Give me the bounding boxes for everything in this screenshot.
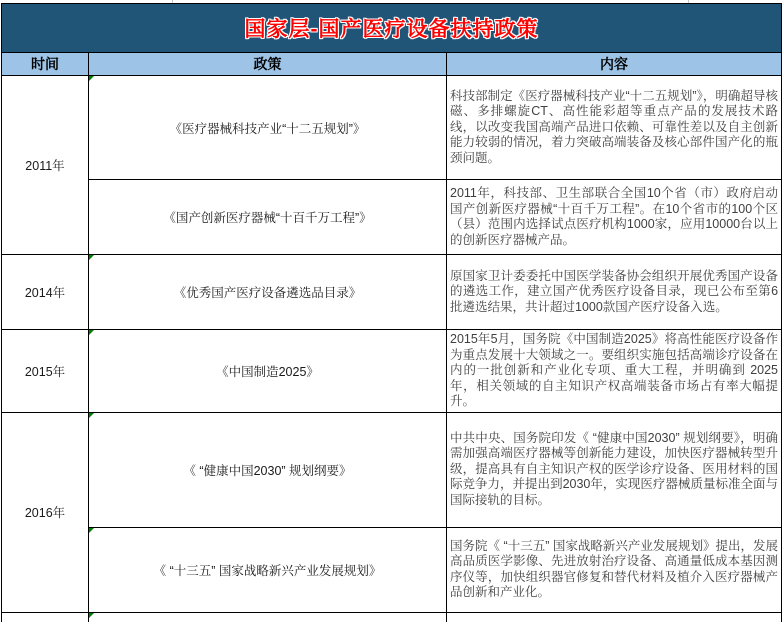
year-cell-2014[interactable]: 2014年 bbox=[2, 255, 89, 330]
content-text: 2011年，科技部、卫生部联合全国10个省（市）政府启动国产创新医疗器械“十百千万工程”。在10个省市的100个区（县）范围内选择试点医疗机构1000家，应用10000台以上的创新医疗器械产品。 bbox=[450, 186, 779, 247]
table-row-partial bbox=[2, 612, 782, 622]
policy-cell[interactable] bbox=[89, 76, 447, 180]
content-text: 中共中央、国务院印发《 “健康中国2030” 规划纲要》，明确需加强高端医疗器械等创新能力建设，加快医疗器械转型升级，提高具有自主知识产权的医学诊疗设备、医用材料的国际竞争力，并提出到2030年，实现医疗器械质量标准全面与国际接轨的目标。 bbox=[450, 430, 779, 507]
table-row bbox=[2, 527, 782, 612]
table-title: 国家层-国产医疗设备扶持政策 bbox=[2, 4, 782, 53]
error-flag-icon bbox=[89, 255, 94, 260]
content-cell[interactable] bbox=[447, 76, 782, 180]
policy-cell[interactable] bbox=[89, 330, 447, 413]
column-header-content[interactable]: 内容 bbox=[447, 53, 782, 76]
content-cell[interactable] bbox=[447, 330, 782, 413]
title-row bbox=[2, 4, 782, 53]
table-row bbox=[2, 76, 782, 180]
content-cell[interactable] bbox=[447, 412, 782, 527]
policy-table bbox=[1, 3, 782, 622]
policy-cell[interactable] bbox=[89, 412, 447, 527]
policy-cell[interactable] bbox=[89, 255, 447, 330]
content-cell[interactable] bbox=[447, 612, 782, 622]
year-cell-2015[interactable]: 2015年 bbox=[2, 330, 89, 413]
table-row bbox=[2, 255, 782, 330]
column-header-policy[interactable]: 政策 bbox=[89, 53, 447, 76]
content-text: 科技部制定《医疗器械科技产业“十二五规划”》，明确超导核磁、多排螺旋CT、高性能彩超等重点产品的发展技术路线，以改变我国高端产品进口依赖、可靠性差以及自主创新能力较弱的情况，着力突破高端装备及核心部件国产化的瓶颈问题。 bbox=[450, 88, 779, 165]
policy-text: 《优秀国产医疗设备遴选品目录》 bbox=[173, 286, 362, 300]
content-cell[interactable] bbox=[447, 527, 782, 612]
error-flag-icon bbox=[89, 613, 94, 618]
year-cell-2011[interactable]: 2011年 bbox=[2, 76, 89, 255]
error-flag-icon bbox=[89, 330, 94, 335]
gridline-strip bbox=[1, 0, 782, 3]
policy-text: 《医疗器械科技产业“十二五规划”》 bbox=[169, 121, 366, 136]
policy-text: 《 “健康中国2030” 规划纲要》 bbox=[183, 463, 352, 478]
year-cell-2016[interactable]: 2016年 bbox=[2, 412, 89, 612]
gridline bbox=[688, 0, 689, 3]
content-text: 2015年5月，国务院《中国制造2025》将高性能医疗设备作为重点发展十大领域之一。要组织实施包括高端诊疗设备在内的一批创新和产业化专项、重大工程，并明确到 2025 年，相关领域的自主知识产权高端装备市场占有率大幅提升。 bbox=[450, 332, 779, 408]
error-flag-icon bbox=[89, 528, 94, 533]
header-row bbox=[2, 53, 782, 76]
error-flag-icon bbox=[89, 76, 94, 81]
table-row bbox=[2, 180, 782, 255]
content-cell[interactable] bbox=[447, 180, 782, 255]
policy-cell[interactable] bbox=[89, 180, 447, 255]
content-cell[interactable] bbox=[447, 255, 782, 330]
year-cell-empty[interactable] bbox=[2, 612, 89, 622]
policy-cell[interactable] bbox=[89, 612, 447, 622]
table-row bbox=[2, 330, 782, 413]
error-flag-icon bbox=[89, 413, 94, 418]
table-row bbox=[2, 412, 782, 527]
policy-cell[interactable] bbox=[89, 527, 447, 612]
column-header-time[interactable]: 时间 bbox=[2, 53, 89, 76]
gridline bbox=[172, 0, 173, 3]
content-text: 原国家卫计委委托中国医学装备协会组织开展优秀国产设备的遴选工作，建立国产优秀医疗设备目录，现已公布至第6批遴选结果，共计超过1000款国产医疗设备入选。 bbox=[450, 268, 779, 314]
content-text: 国务院《 “十三五” 国家战略新兴产业发展规划》提出，发展高品质医学影像、先进放射治疗设备、高通量低成本基因测序仪等，加快组织器官修复和替代材料及植介入医疗器械产品创新和产业化。 bbox=[450, 538, 779, 599]
policy-text: 《中国制造2025》 bbox=[216, 364, 319, 379]
policy-text: 《国产创新医疗器械“十百千万工程”》 bbox=[163, 211, 372, 225]
policy-text: 《 “十三五” 国家战略新兴产业发展规划》 bbox=[153, 563, 382, 578]
